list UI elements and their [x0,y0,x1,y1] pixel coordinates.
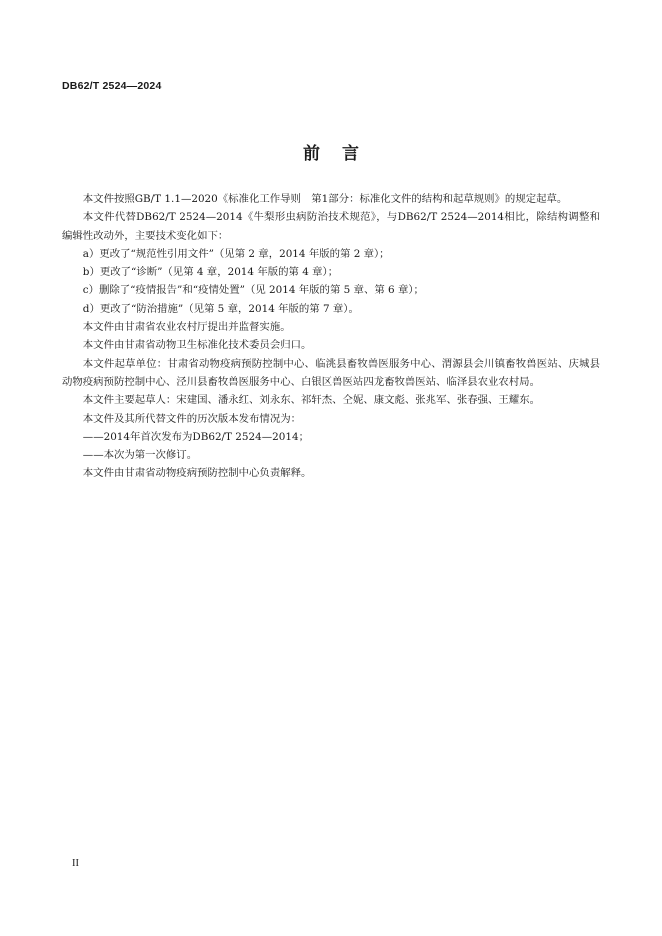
paragraph-interpretation: 本文件由甘肃省动物疫病预防控制中心负责解释。 [82,467,312,480]
history-item-first-release: ——2014年首次发布为DB62/T 2524—2014； [82,430,309,443]
document-body [62,190,600,483]
paragraph-committee: 本文件由甘肃省动物卫生标准化技术委员会归口。 [82,339,312,352]
list-item-change-c: c）删除了“疫情报告”和“疫情处置”（见 2014 年版的第 5 章、第 6 章）； [82,284,424,297]
paragraph-drafting-units: 本文件起草单位：甘肃省动物疫病预防控制中心、临洮县畜牧兽医服务中心、渭源县会川镇畜牧兽医站、庆城县动物疫病预防控制中心、泾川县畜牧兽医服务中心、白银区兽医站四龙畜牧兽医站、临泽县农业农村局。 [62,357,600,388]
header-divider [62,98,600,99]
paragraph-drafters: 本文件主要起草人：宋建国、潘永红、刘永东、祁轩杰、仝妮、康文彪、张兆军、张春强、王耀东。 [82,394,540,407]
list-item-change-b: b）更改了“诊断”（见第 4 章，2014 年版的第 4 章）； [82,266,339,279]
page-title: 前言 [303,144,381,164]
paragraph-proposer: 本文件由甘肃省农业农村厅提出并监督实施。 [82,321,291,334]
document-code: DB62/T 2524—2024 [62,80,162,92]
list-item-change-d: d）更改了“防治措施”（见第 5 章，2014 年版的第 7 章）。 [82,302,359,315]
paragraph-version-history: 本文件及其所代替文件的历次版本发布情况为： [82,412,301,425]
history-item-revision: ——本次为第一次修订。 [82,449,198,462]
paragraph-replacement: 本文件代替DB62/T 2524—2014《牛梨形虫病防治技术规范》，与DB62/T 2524—2014相比，除结构调整和编辑性改动外，主要技术变化如下： [62,211,600,242]
page-number: II [72,858,79,869]
list-item-change-a: a）更改了“规范性引用文件”（见第 2 章，2014 年版的第 2 章）； [82,247,390,260]
paragraph-standard-basis: 本文件按照GB/T 1.1—2020《标准化工作导则 第1部分：标准化文件的结构和起草规则》的规定起草。 [82,193,568,205]
